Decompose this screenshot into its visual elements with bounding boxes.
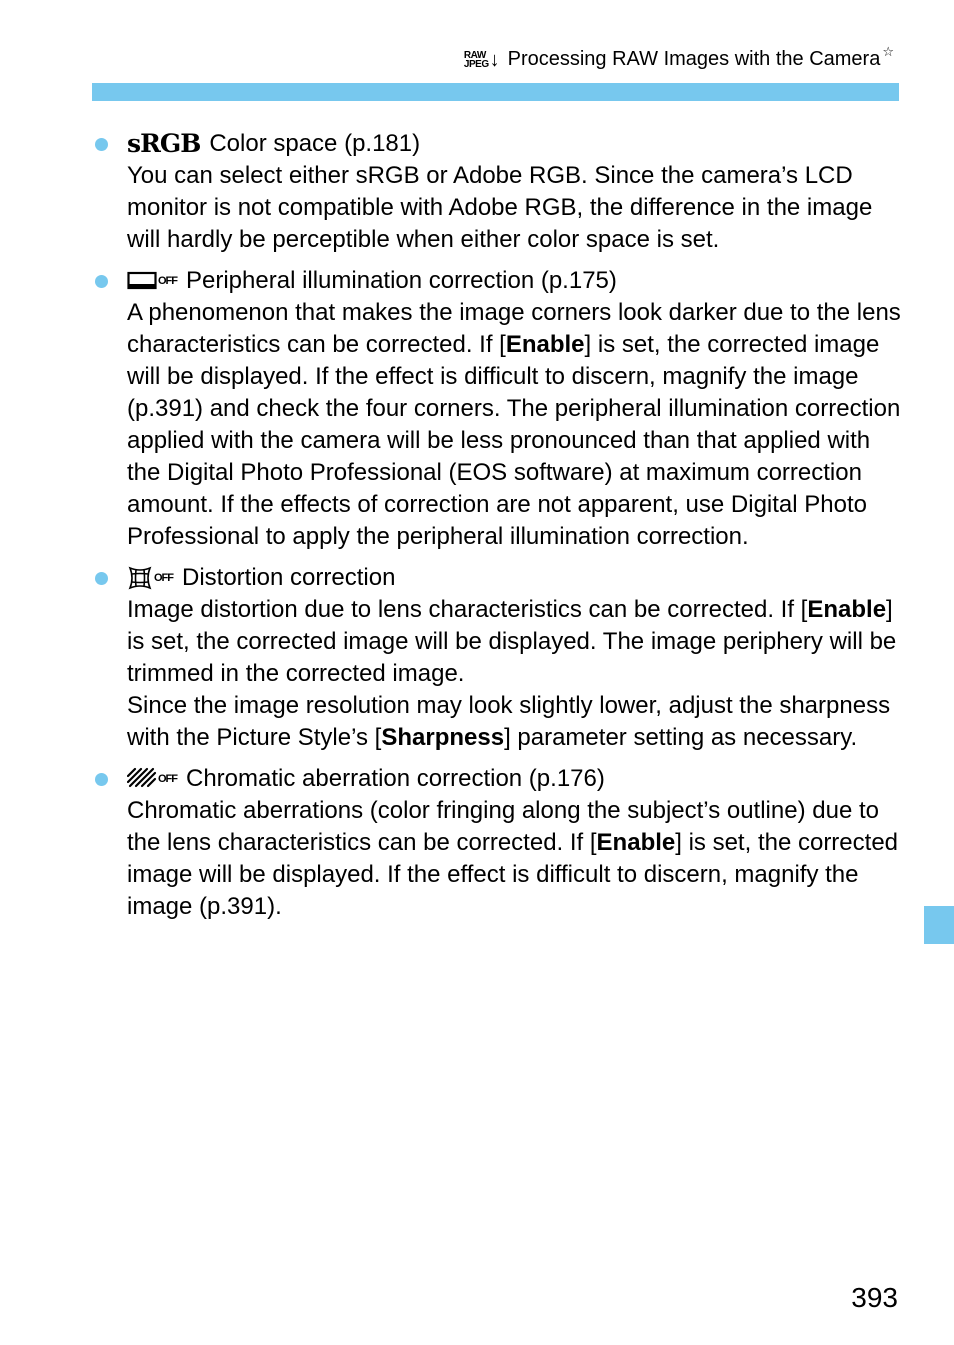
body-text: Image distortion due to lens characteristics can be corrected. If [ <box>127 596 808 623</box>
header-rule <box>92 83 899 101</box>
item-title <box>127 265 907 297</box>
list-item <box>127 265 907 553</box>
menu-setting-term: Enable <box>596 829 676 856</box>
body-paragraph <box>127 795 907 923</box>
item-title-text: Chromatic aberration correction (p.176) <box>186 765 605 792</box>
item-title-text: Distortion correction <box>182 564 396 591</box>
body-text: ] is set, the corrected image will be displayed. If the effect is difficult to discern, magnify the image (p.391) and check the four corners. The peripheral illumination correction applied with the camera will be less pronounced than that applied with the Digital Photo Professional (EOS software) at maximum correction amount. If the effects of correction are not apparent, use Digital Photo Professional to apply the peripheral illumination correction. <box>127 331 901 550</box>
body-text: Since the image resolution may look slightly lower, adjust the sharpness with the Picture Style’s [ <box>127 692 891 751</box>
item-title <box>127 128 907 160</box>
raw-jpeg-icon: RAW JPEG ↓ <box>463 49 500 71</box>
body-paragraph <box>127 594 907 690</box>
distortion-off-icon: OFF <box>127 562 173 594</box>
list-item <box>127 562 907 754</box>
body-text: ] parameter setting as necessary. <box>504 724 858 751</box>
header-title: Processing RAW Images with the Camera <box>507 48 881 70</box>
bullet-icon <box>95 572 108 585</box>
item-body <box>127 160 907 256</box>
item-body <box>127 594 907 754</box>
advanced-star-icon: ☆ <box>882 44 894 59</box>
content <box>127 128 907 932</box>
chromatic-aberration-off-icon: OFF <box>127 763 177 795</box>
page-number: 393 <box>851 1282 898 1313</box>
body-paragraph <box>127 160 907 256</box>
srgb-icon: sRGB <box>127 129 201 158</box>
peripheral-illumination-off-icon: OFF <box>127 265 177 297</box>
body-paragraph <box>127 297 907 553</box>
item-title <box>127 562 907 594</box>
list-item <box>127 763 907 923</box>
chapter-tab <box>924 906 954 944</box>
list-item <box>127 128 907 256</box>
item-body <box>127 297 907 553</box>
menu-setting-term: Sharpness <box>381 724 505 751</box>
body-paragraph <box>127 690 907 754</box>
body-text: You can select either sRGB or Adobe RGB. Since the camera’s LCD monitor is not compatible with Adobe RGB, the difference in the image will hardly be perceptible when either color space is set. <box>127 162 873 253</box>
item-title <box>127 763 907 795</box>
bullet-icon <box>95 138 108 151</box>
bullet-icon <box>95 275 108 288</box>
body-text: ] is set, the corrected image will be displayed. If the effect is difficult to discern, magnify the image (p.391). <box>127 829 899 920</box>
running-header <box>463 44 894 71</box>
body-text: Chromatic aberrations (color fringing along the subject’s outline) due to the lens characteristics can be corrected. If [ <box>127 797 879 856</box>
item-title-text: Color space (p.181) <box>209 130 421 157</box>
body-text: A phenomenon that makes the image corners look darker due to the lens characteristics can be corrected. If [ <box>127 299 901 358</box>
item-title-text: Peripheral illumination correction (p.175) <box>186 267 617 294</box>
bullet-icon <box>95 773 108 786</box>
menu-setting-term: Enable <box>807 596 887 623</box>
item-body <box>127 795 907 923</box>
body-text: ] is set, the corrected image will be displayed. The image periphery will be trimmed in the corrected image. <box>127 596 897 687</box>
menu-setting-term: Enable <box>505 331 585 358</box>
